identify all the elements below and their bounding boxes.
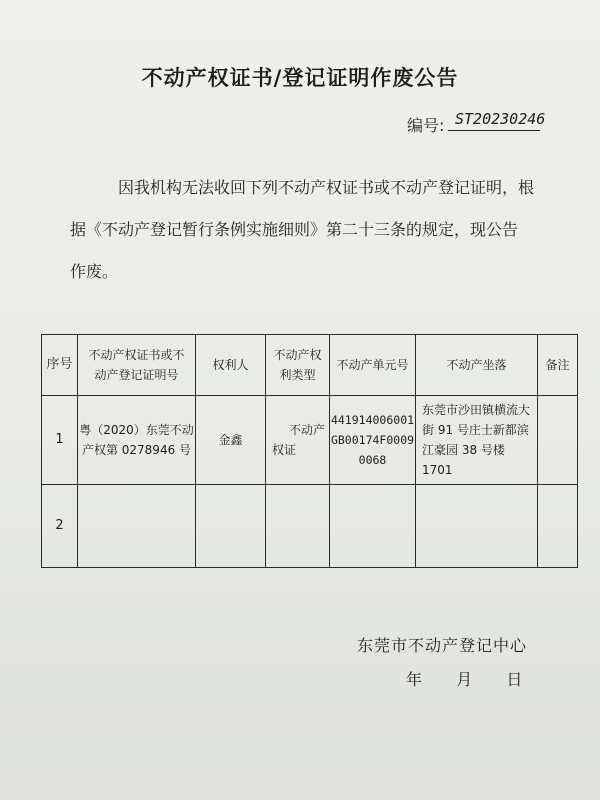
row-seq: 2 bbox=[42, 485, 78, 568]
header-right-type-line-1: 不动产权 bbox=[273, 348, 322, 362]
date-year: 年 bbox=[406, 670, 423, 689]
row-cert-no bbox=[78, 396, 196, 485]
row-seq: 1 bbox=[42, 396, 78, 485]
header-right-type-line-2: 利类型 bbox=[279, 368, 316, 382]
row-right-type bbox=[266, 485, 330, 568]
notice-text-line-2: 据《不动产登记暂行条例实施细则》第二十三条的规定，现公告 bbox=[70, 220, 519, 239]
row-unit-no-line-1: 441914006001 bbox=[330, 413, 415, 427]
header-owner: 权利人 bbox=[196, 335, 266, 396]
row-cert-no-line-2: 产权第 0278946 号 bbox=[81, 443, 192, 457]
row-owner: 金鑫 bbox=[196, 396, 266, 485]
row-location-line-1: 东莞市沙田镇横流大 bbox=[422, 403, 531, 417]
date-month: 月 bbox=[456, 670, 473, 689]
row-remark bbox=[538, 396, 578, 485]
row-right-type bbox=[266, 396, 330, 485]
table-row bbox=[42, 396, 578, 485]
header-cert-no-line-2: 动产登记证明号 bbox=[94, 368, 179, 382]
row-unit-no bbox=[330, 396, 416, 485]
row-location bbox=[416, 396, 538, 485]
row-cert-no-line-1: 粤（2020）东莞不动 bbox=[79, 423, 194, 437]
header-seq: 序号 bbox=[42, 335, 78, 396]
header-remark: 备注 bbox=[538, 335, 578, 396]
header-right-type bbox=[266, 335, 330, 396]
row-unit-no bbox=[330, 485, 416, 568]
notice-text-line-1: 因我机构无法收回下列不动产权证书或不动产登记证明，根 bbox=[118, 178, 535, 197]
row-unit-no-line-2: GB00174F0009 bbox=[330, 433, 415, 447]
row-unit-no-line-3: 0068 bbox=[358, 453, 387, 467]
page-title: 不动产权证书/登记证明作废公告 bbox=[141, 66, 459, 90]
serial-number: ST20230246 bbox=[455, 110, 546, 128]
row-location-line-2: 街 91 号庄士新都滨 bbox=[422, 423, 529, 437]
row-cert-no bbox=[78, 485, 196, 568]
row-location-line-3: 江豪园 38 号楼 1701 bbox=[422, 443, 505, 477]
table-row bbox=[42, 485, 578, 568]
header-cert-no-line-1: 不动产权证书或不 bbox=[88, 348, 185, 362]
serial-label: 编号: bbox=[407, 116, 445, 135]
row-right-type-line-2: 权证 bbox=[272, 443, 297, 457]
header-cert-no bbox=[78, 335, 196, 396]
issuing-organization: 东莞市不动产登记中心 bbox=[357, 636, 528, 655]
void-certificate-table bbox=[41, 334, 578, 568]
serial-underline bbox=[448, 130, 540, 131]
notice-text-line-3: 作废。 bbox=[70, 262, 119, 281]
date-day: 日 bbox=[506, 670, 523, 689]
table-header-row bbox=[42, 335, 578, 396]
header-unit-no: 不动产单元号 bbox=[330, 335, 416, 396]
row-remark bbox=[538, 485, 578, 568]
row-right-type-line-1: 不动产 bbox=[288, 423, 325, 437]
date-line bbox=[406, 667, 522, 690]
row-location bbox=[416, 485, 538, 568]
row-owner bbox=[196, 485, 266, 568]
header-location: 不动产坐落 bbox=[416, 335, 538, 396]
